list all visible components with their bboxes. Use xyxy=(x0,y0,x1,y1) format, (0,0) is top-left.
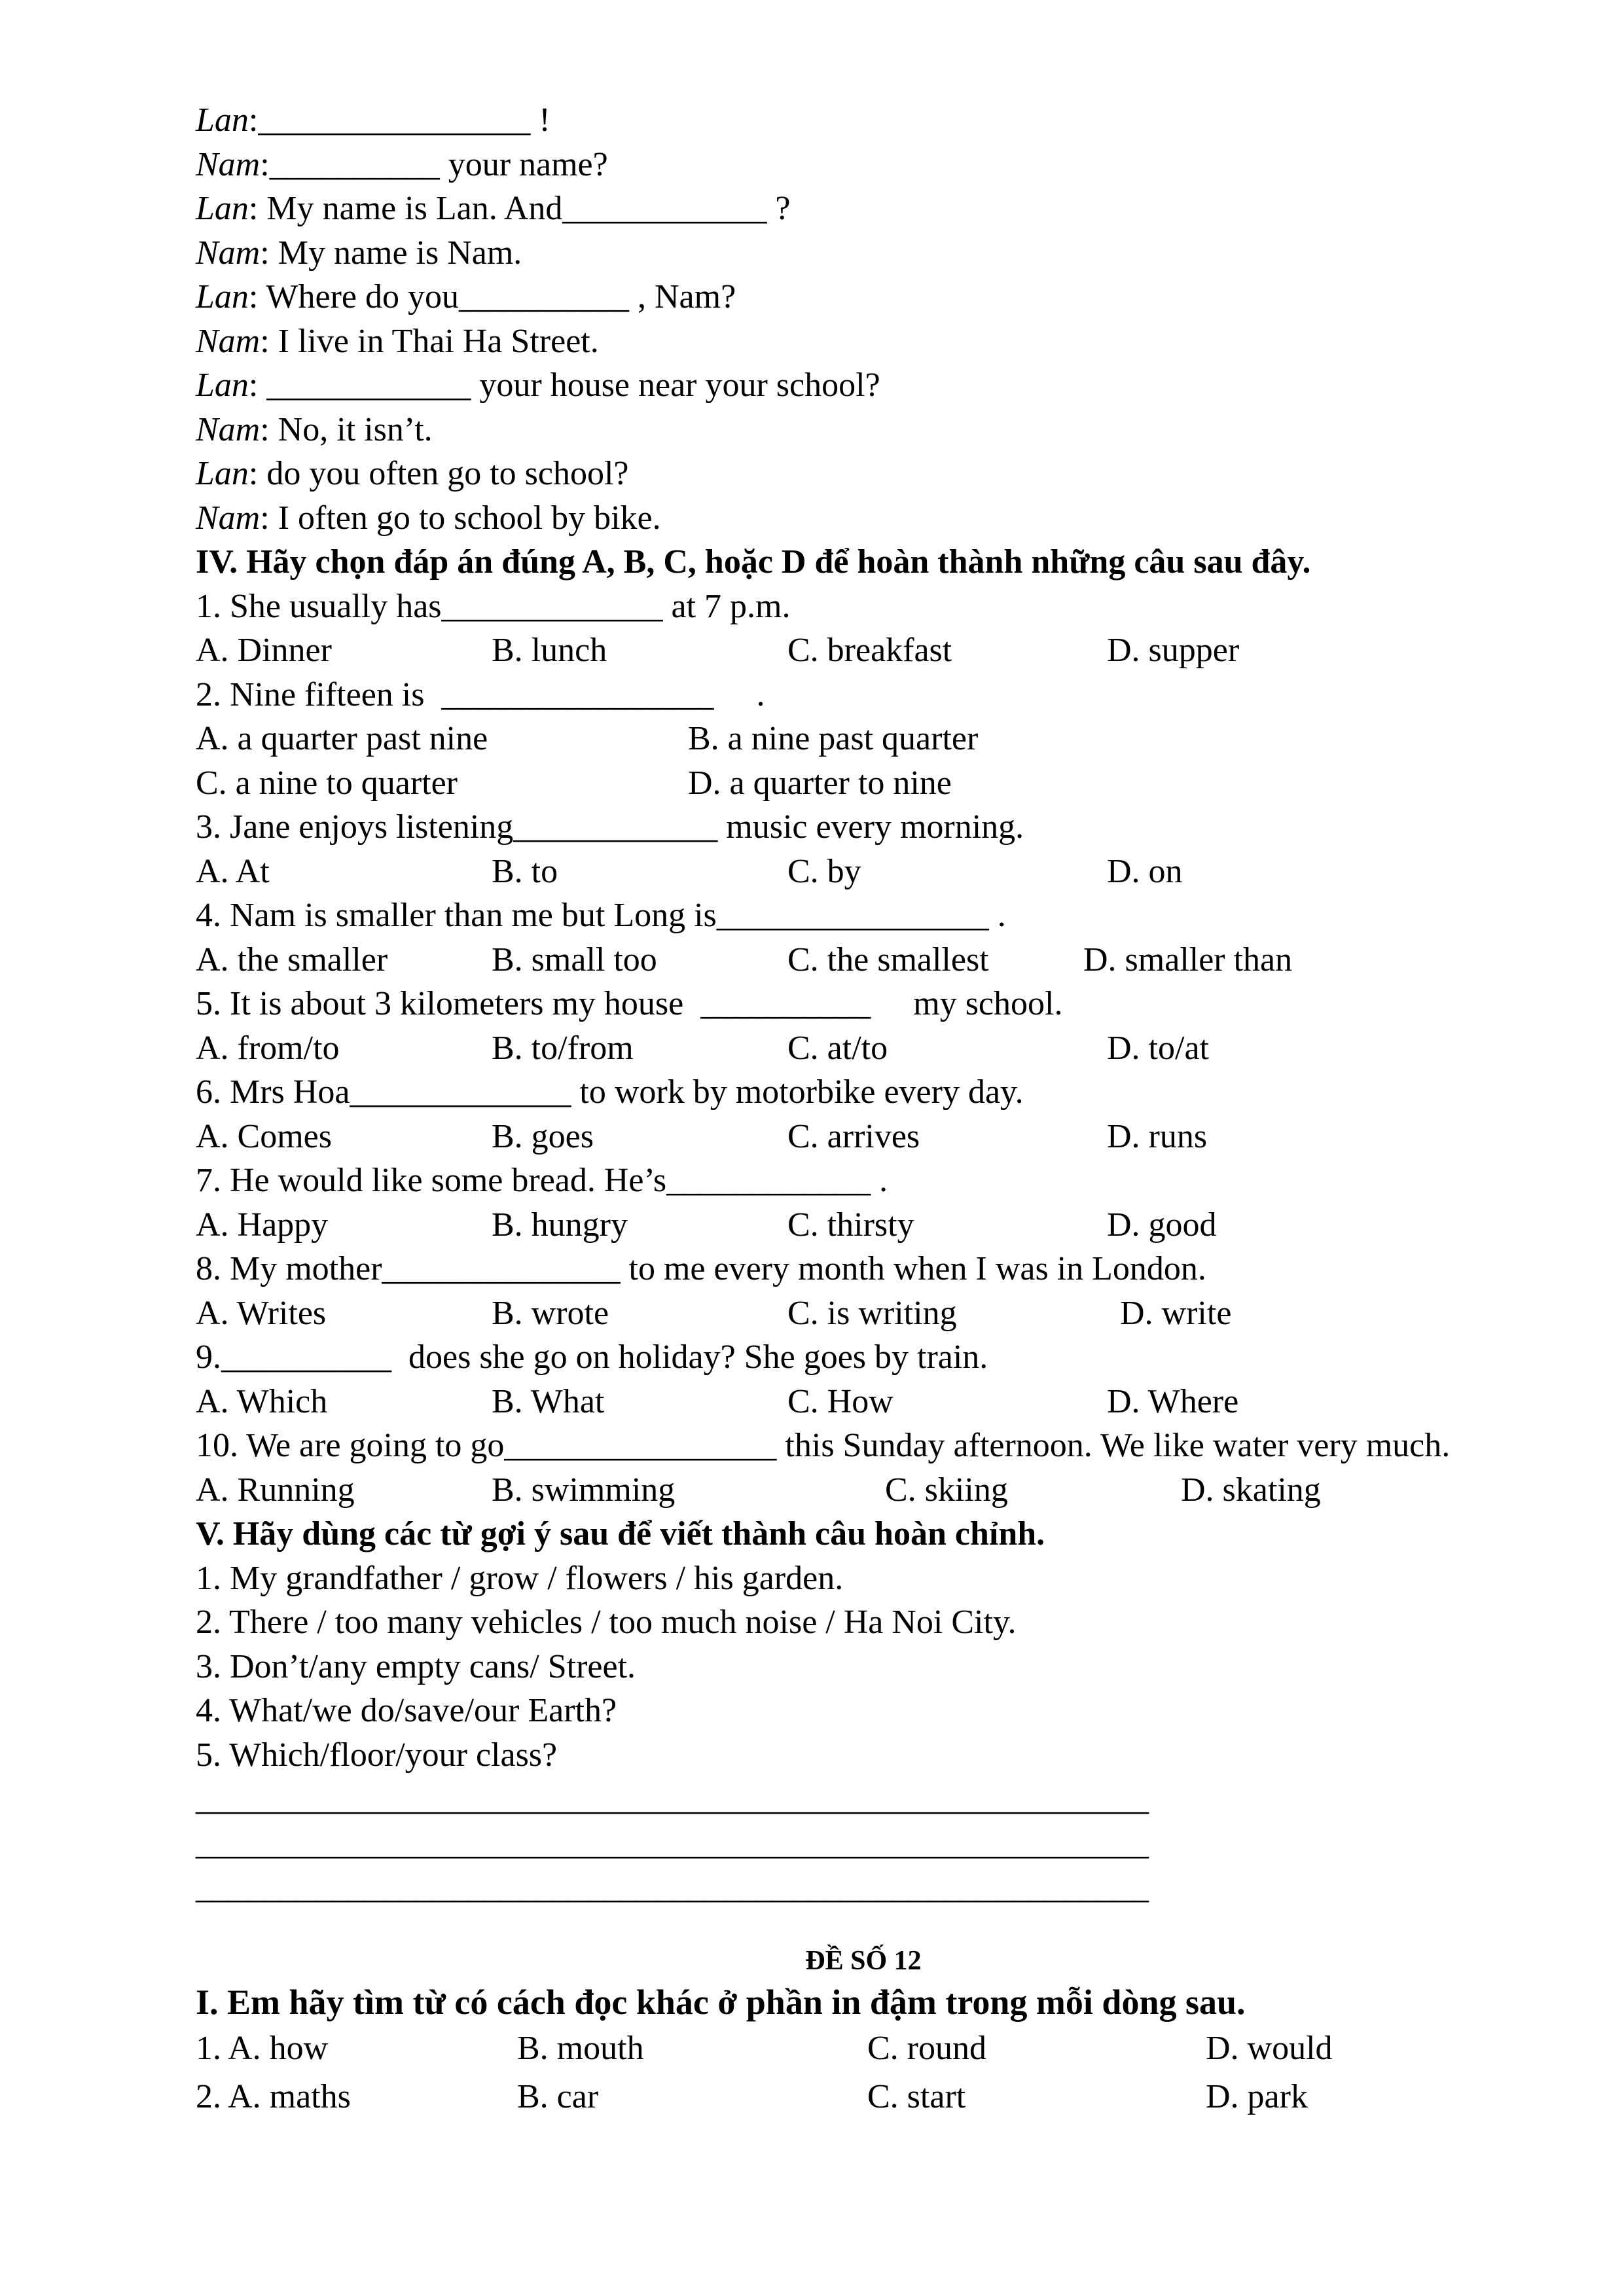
answer-option: C. at/to xyxy=(787,1029,888,1067)
dialogue-line xyxy=(196,319,1531,364)
colon: : xyxy=(248,101,259,139)
worksheet-page xyxy=(196,98,1531,2121)
colon: : xyxy=(260,499,270,537)
answer-line: ________________________________________________________ xyxy=(196,1869,1149,1906)
answer-option: A. the smaller xyxy=(196,941,388,978)
dialogue-text: I live in Thai Ha Street. xyxy=(269,322,599,360)
answer-option: C. arrives xyxy=(787,1117,920,1155)
options-row xyxy=(196,628,1531,673)
colon: : xyxy=(260,322,270,360)
answer-option: 1. A. how xyxy=(196,2030,329,2067)
colon: : xyxy=(248,455,259,492)
prompt-item: 2. There / too many vehicles / too much noise / Ha Noi City. xyxy=(196,1604,1017,1641)
question-stem: 4. Nam is smaller than me but Long is________________ . xyxy=(196,897,1006,934)
answer-option: B. to xyxy=(492,852,558,890)
speaker-name: Lan xyxy=(196,190,249,227)
answer-option: B. small too xyxy=(492,941,657,978)
speaker-name: Nam xyxy=(196,234,261,272)
answer-option: A. Happy xyxy=(196,1206,329,1244)
options-row xyxy=(196,850,1531,894)
options-row xyxy=(196,1380,1531,1424)
answer-option: D. supper xyxy=(1107,632,1240,669)
dialogue-text: I often go to school by bike. xyxy=(269,499,661,537)
dialogue-line xyxy=(196,452,1531,496)
dialogue-text: My name is Lan. And____________ ? xyxy=(258,190,791,227)
answer-option: B. wrote xyxy=(492,1294,609,1332)
question-stem: 8. My mother______________ to me every month when I was in London. xyxy=(196,1250,1206,1287)
options-row xyxy=(196,938,1531,982)
colon: : xyxy=(260,145,270,183)
dialogue-text: My name is Nam. xyxy=(269,234,522,272)
answer-option: B. swimming xyxy=(492,1471,676,1509)
question-stem: 10. We are going to go________________ this Sunday afternoon. We like water very much. xyxy=(196,1427,1451,1464)
question-stem: 7. He would like some bread. He’s____________ . xyxy=(196,1162,888,1199)
options-row xyxy=(196,761,1531,806)
dialogue-text: ________________ ! xyxy=(258,101,550,139)
answer-option: A. At xyxy=(196,852,270,890)
dialogue-line xyxy=(196,187,1531,231)
answer-option: B. goes xyxy=(492,1117,594,1155)
answer-option: 2. A. maths xyxy=(196,2078,351,2115)
answer-option: C. thirsty xyxy=(787,1206,914,1244)
answer-option: B. mouth xyxy=(517,2030,644,2067)
answer-option: A. from/to xyxy=(196,1029,340,1067)
question-stem: 6. Mrs Hoa_____________ to work by motorbike every day. xyxy=(196,1073,1024,1111)
answer-option: D. on xyxy=(1107,852,1183,890)
prompt-item: 5. Which/floor/your class? xyxy=(196,1736,558,1774)
options-row xyxy=(196,1026,1531,1071)
colon: : xyxy=(248,367,259,404)
answer-option: D. to/at xyxy=(1107,1029,1209,1067)
colon: : xyxy=(248,278,259,315)
answer-option: B. hungry xyxy=(492,1206,628,1244)
speaker-name: Nam xyxy=(196,499,261,537)
answer-option: C. breakfast xyxy=(787,632,952,669)
prompt-item: 1. My grandfather / grow / flowers / his garden. xyxy=(196,1559,844,1597)
answer-option: D. would xyxy=(1206,2030,1333,2067)
answer-option: B. lunch xyxy=(492,632,607,669)
options-row xyxy=(196,1203,1531,1247)
colon: : xyxy=(260,234,270,272)
dialogue-text: __________ your name? xyxy=(269,145,608,183)
answer-option: C. start xyxy=(867,2078,966,2115)
answer-option: C. skiing xyxy=(885,1471,1008,1509)
speaker-name: Lan xyxy=(196,455,249,492)
answer-option: A. Running xyxy=(196,1471,355,1509)
section-heading: V. Hãy dùng các từ gợi ý sau để viết thành câu hoàn chỉnh. xyxy=(196,1515,1045,1552)
prompt-item: 4. What/we do/save/our Earth? xyxy=(196,1692,617,1729)
speaker-name: Nam xyxy=(196,322,261,360)
colon: : xyxy=(260,410,270,448)
answer-option: C. the smallest xyxy=(787,941,989,978)
answer-line: ________________________________________________________ xyxy=(196,1780,1149,1818)
dialogue-line xyxy=(196,408,1531,452)
question-stem: 1. She usually has_____________ at 7 p.m. xyxy=(196,587,791,625)
section-heading: I. Em hãy tìm từ có cách đọc khác ở phần in đậm trong mỗi dòng sau. xyxy=(196,1982,1246,2022)
answer-option: D. runs xyxy=(1107,1117,1208,1155)
answer-option: D. Where xyxy=(1107,1382,1239,1420)
dialogue-line xyxy=(196,143,1531,187)
answer-option: D. smaller than xyxy=(1083,941,1293,978)
speaker-name: Lan xyxy=(196,101,249,139)
answer-line: ________________________________________________________ xyxy=(196,1824,1149,1862)
options-row xyxy=(196,717,1531,761)
exam-title: ĐỀ SỐ 12 xyxy=(805,1945,922,1976)
dialogue-text: ____________ your house near your school? xyxy=(258,367,880,404)
answer-option: B. a nine past quarter xyxy=(688,720,979,757)
dialogue-text: No, it isn’t. xyxy=(269,410,433,448)
dialogue-text: do you often go to school? xyxy=(258,455,629,492)
question-stem: 5. It is about 3 kilometers my house __________ my school. xyxy=(196,985,1063,1022)
speaker-name: Lan xyxy=(196,367,249,404)
options-row xyxy=(196,2073,1531,2121)
answer-option: B. What xyxy=(492,1382,605,1420)
dialogue-text: Where do you__________ , Nam? xyxy=(258,278,736,315)
speaker-name: Lan xyxy=(196,278,249,315)
dialogue-line xyxy=(196,98,1531,143)
options-row xyxy=(196,1291,1531,1336)
question-stem: 9.__________ does she go on holiday? She goes by train. xyxy=(196,1338,988,1376)
question-stem: 3. Jane enjoys listening____________ music every morning. xyxy=(196,808,1024,846)
speaker-name: Nam xyxy=(196,145,261,183)
answer-option: C. round xyxy=(867,2030,986,2067)
options-row xyxy=(196,1115,1531,1159)
prompt-item: 3. Don’t/any empty cans/ Street. xyxy=(196,1647,636,1685)
answer-option: C. a nine to quarter xyxy=(196,764,458,802)
answer-option: D. park xyxy=(1206,2078,1308,2115)
answer-option: B. to/from xyxy=(492,1029,634,1067)
options-row xyxy=(196,2024,1531,2073)
answer-option: D. skating xyxy=(1181,1471,1321,1509)
answer-option: D. write xyxy=(1120,1294,1232,1332)
answer-option: C. by xyxy=(787,852,861,890)
dialogue-line xyxy=(196,363,1531,408)
answer-option: A. Comes xyxy=(196,1117,332,1155)
answer-option: C. How xyxy=(787,1382,893,1420)
answer-option: D. a quarter to nine xyxy=(688,764,952,802)
options-row xyxy=(196,1468,1531,1513)
dialogue-line xyxy=(196,275,1531,319)
answer-option: D. good xyxy=(1107,1206,1217,1244)
dialogue-line xyxy=(196,496,1531,541)
answer-option: A. Dinner xyxy=(196,632,332,669)
question-stem: 2. Nine fifteen is ________________ . xyxy=(196,675,765,713)
answer-option: A. Writes xyxy=(196,1294,327,1332)
dialogue-line xyxy=(196,231,1531,276)
colon: : xyxy=(248,190,259,227)
answer-option: A. Which xyxy=(196,1382,328,1420)
speaker-name: Nam xyxy=(196,410,261,448)
answer-option: B. car xyxy=(517,2078,599,2115)
answer-option: A. a quarter past nine xyxy=(196,720,488,757)
answer-option: C. is writing xyxy=(787,1294,957,1332)
section-heading: IV. Hãy chọn đáp án đúng A, B, C, hoặc D để hoàn thành những câu sau đây. xyxy=(196,543,1311,581)
